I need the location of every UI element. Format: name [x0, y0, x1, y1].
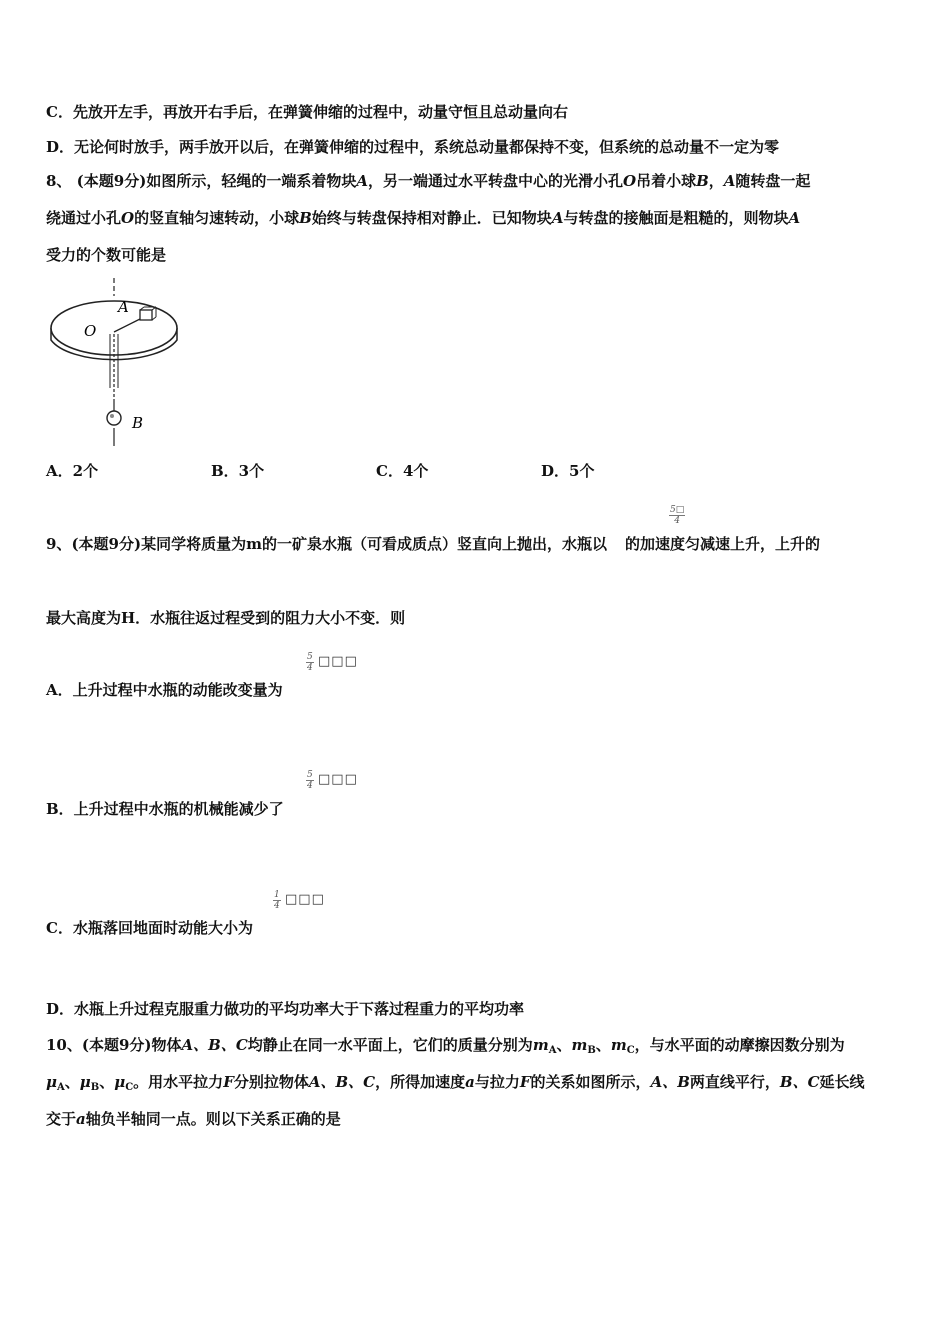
turntable-figure [46, 276, 186, 448]
q9-option-a [46, 680, 283, 700]
var-A: A [788, 209, 801, 227]
q9-number: 9、 [46, 535, 72, 553]
q10-text: 与拉力 [474, 1073, 520, 1091]
fraction-denominator: 4 [674, 516, 680, 526]
var-A: A [723, 172, 736, 190]
var-B: B [299, 209, 312, 227]
var-F: F [519, 1073, 531, 1091]
q10-text: 交于 [46, 1110, 77, 1128]
q9-option-a-text: A．上升过程中水瓶的动能改变量为 [46, 681, 283, 699]
q8-text: ， [708, 172, 724, 190]
q9-option-d [46, 999, 524, 1019]
q9-option-c-text: C．水瓶落回地面时动能大小为 [46, 919, 253, 937]
q9-b-fraction [306, 770, 314, 791]
label-B: B [132, 414, 144, 432]
q9-c-fraction [273, 890, 281, 911]
var-B: B [696, 172, 709, 190]
var-mu: μ [114, 1073, 126, 1091]
q9-score: (本题9分) [71, 535, 142, 553]
fraction-denominator: 4 [274, 901, 280, 911]
q9-a-missing-glyphs: □□□ [318, 654, 358, 669]
q9-option-d-text: D．水瓶上升过程克服重力做功的平均功率大于下落过程重力的平均功率 [46, 1000, 525, 1018]
q9-text: 某同学将质量为 [141, 535, 247, 553]
q8-text: ，另一端通过水平转盘中心的光滑小孔 [367, 172, 623, 190]
subscript-A: A [548, 1045, 557, 1056]
var-mu: μ [79, 1073, 91, 1091]
var-F: F [223, 1073, 234, 1091]
var-BC: B、C [779, 1073, 820, 1091]
q10-text: 轴负半轴同一点。则以下关系正确的是 [85, 1110, 341, 1128]
q10-text: 分别拉物体 [233, 1073, 309, 1091]
q10-text: 物体 [151, 1036, 182, 1054]
var-m: m [246, 535, 262, 553]
q9-option-c [46, 918, 253, 938]
option-c-text: C．先放开左手，再放开右手后，在弹簧伸缩的过程中，动量守恒且总动量向右 [46, 103, 568, 121]
var-A: A [356, 172, 368, 190]
var-m: m [571, 1036, 588, 1054]
q9-b-missing-glyphs: □□□ [318, 772, 358, 787]
var-O: O [121, 209, 135, 227]
fraction-denominator: 4 [307, 663, 313, 673]
var-A: A [551, 209, 564, 227]
q10-line-1 [46, 1035, 845, 1061]
q9-option-b [46, 799, 284, 819]
var-a: a [76, 1110, 86, 1128]
q10-text: 。用水平拉力 [133, 1073, 224, 1091]
q10-number: 10、 [46, 1036, 82, 1054]
option-d-text: D．无论何时放手，两手放开以后，在弹簧伸缩的过程中，系统总动量都保持不变，但系统的总动量不一定为零 [46, 138, 780, 156]
q8-text: 如图所示，轻绳的一端系着物块 [146, 172, 357, 190]
q10-score: (本题9分) [81, 1036, 152, 1054]
q10-text: 的关系如图所示， [530, 1073, 651, 1091]
subscript-C: C [125, 1082, 134, 1093]
fraction-numerator: 5 [307, 770, 313, 780]
var-mu: μ [46, 1073, 57, 1091]
q9-text: 的加速度匀减速上升，上升的 [624, 535, 820, 553]
subscript-C: C [626, 1045, 635, 1056]
subscript-B: B [587, 1045, 596, 1056]
var-m: m [532, 1036, 549, 1054]
var-ABC: A、B、C [308, 1073, 376, 1091]
q9-c-missing-glyphs: □□□ [285, 892, 325, 907]
fraction-denominator: 4 [307, 781, 313, 791]
q8-option-d: D．5个 [541, 462, 595, 480]
q9-line-1 [46, 534, 820, 554]
q8-text: 与转盘的接触面是粗糙的，则物块 [563, 209, 789, 227]
q9-a-fraction [306, 652, 314, 673]
q8-text: 吊着小球 [636, 172, 697, 190]
fraction-numerator: 1 [274, 890, 280, 900]
q8-option-c: C．4个 [376, 462, 429, 480]
q8-option-a: A．2个 [46, 462, 99, 480]
q8-text: 随转盘一起 [735, 172, 811, 190]
q8-line-3 [46, 245, 166, 265]
q9-text: 的一矿泉水瓶（可看成质点）竖直向上抛出，水瓶以 [261, 535, 607, 553]
var-a: a [465, 1073, 475, 1091]
var-O: O [622, 172, 637, 190]
q10-text: 均静止在同一水平面上，它们的质量分别为 [247, 1036, 533, 1054]
separator: 、 [99, 1073, 115, 1091]
q8-line-1 [46, 171, 810, 191]
option-c-previous [46, 102, 568, 122]
q8-text: 的竖直轴匀速转动，小球 [134, 209, 300, 227]
label-O: O [84, 322, 97, 340]
q10-text: 延长线 [819, 1073, 865, 1091]
q9-accel-fraction [669, 505, 685, 526]
q9-text: 最大高度为H．水瓶往返过程受到的阻力大小不变．则 [46, 609, 406, 627]
q8-option-b: B．3个 [211, 462, 265, 480]
label-A: A [118, 298, 129, 316]
separator: 、 [64, 1073, 80, 1091]
fraction-numerator: 5 [307, 652, 313, 662]
subscript-B: B [90, 1082, 100, 1093]
q8-text: 受力的个数可能是 [46, 246, 167, 264]
q10-line-2 [46, 1072, 865, 1098]
fraction-numerator: 5□ [670, 505, 685, 515]
subscript-A: A [56, 1082, 65, 1093]
option-d-previous [46, 137, 779, 157]
var-ABC: A、B、C [181, 1036, 248, 1054]
var-m: m [610, 1036, 627, 1054]
q10-text: 两直线平行， [689, 1073, 780, 1091]
q10-text: ，与水平面的动摩擦因数分别为 [634, 1036, 845, 1054]
separator: 、 [595, 1036, 611, 1054]
var-AB: A、B [650, 1073, 690, 1091]
q8-line-2 [46, 208, 800, 228]
q9-line-2 [46, 608, 405, 628]
q10-text: ，所得加速度 [375, 1073, 466, 1091]
q10-line-3 [46, 1109, 341, 1129]
q8-text: 始终与转盘保持相对静止．已知物块 [311, 209, 552, 227]
q8-number: 8、 [46, 172, 72, 190]
q8-text: 绕通过小孔 [46, 209, 122, 227]
separator: 、 [556, 1036, 572, 1054]
q9-option-b-text: B．上升过程中水瓶的机械能减少了 [46, 800, 284, 818]
q8-score: (本题9分) [76, 172, 147, 190]
